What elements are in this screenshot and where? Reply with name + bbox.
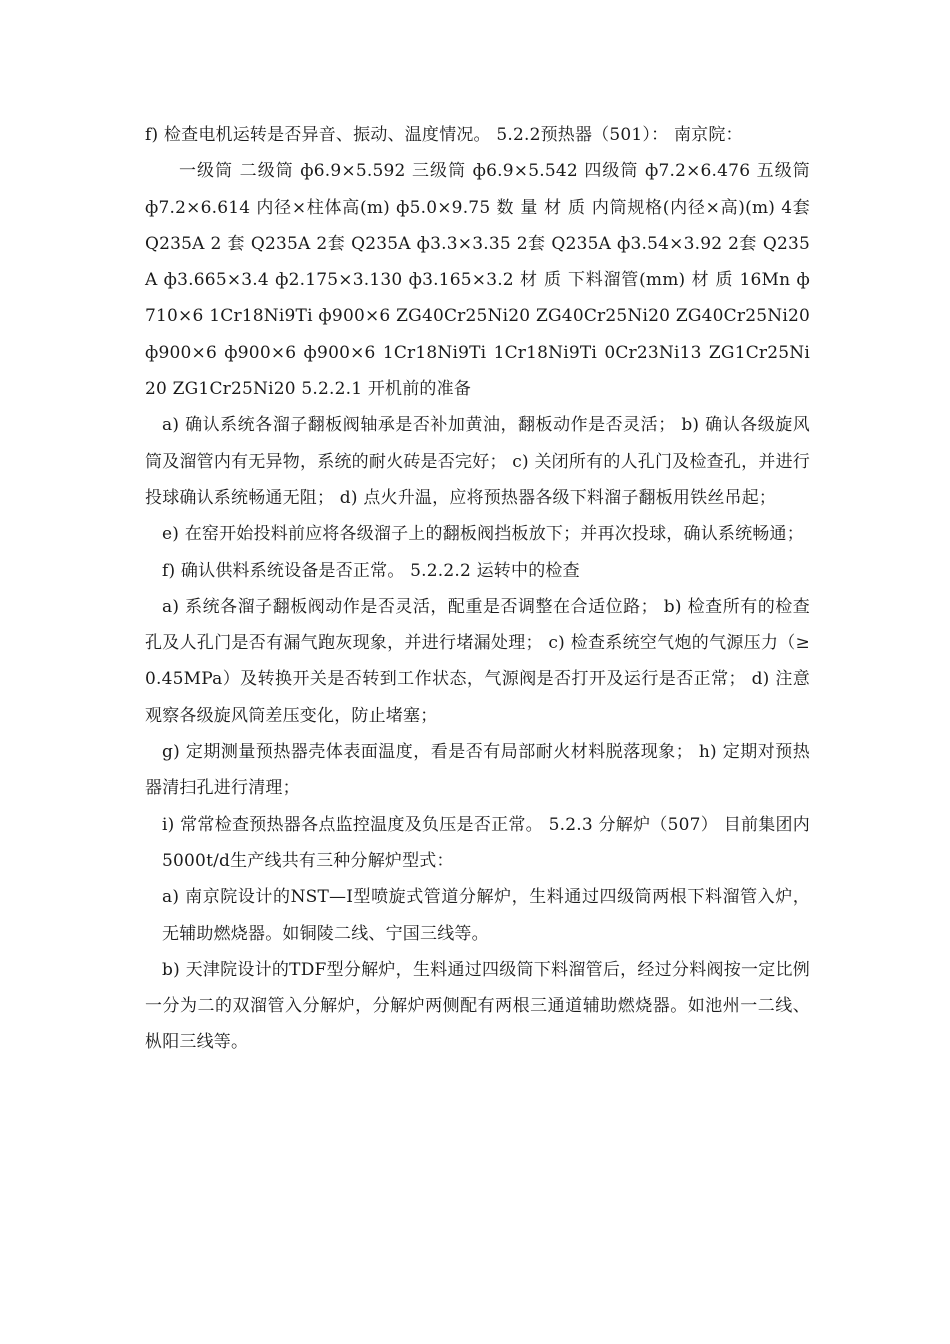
paragraph-calciner-intro: i) 常常检查预热器各点监控温度及负压是否正常。 5.2.3 分解炉（507） 目前集团内5000t/d生产线共有三种分解炉型式： (162, 814, 810, 871)
paragraph-tdf-calciner: b) 天津院设计的TDF型分解炉，生料通过四级筒下料溜管后，经过分料阀按一定比例一分为二的双溜管入分解炉，分解炉两侧配有两根三通道辅助燃烧器。如池州一二线、枞阳三线等。 (145, 959, 810, 1053)
paragraph-nst-calciner: a) 南京院设计的NST—I型喷旋式管道分解炉，生料通过四级筒两根下料溜管入炉，无辅助燃烧器。如铜陵二线、宁国三线等。 (162, 887, 810, 944)
document-body (145, 117, 810, 1061)
paragraph-kiln-feed: e) 在窑开始投料前应将各级溜子上的翻板阀挡板放下；并再次投球，确认系统畅通； (162, 524, 804, 545)
paragraph-running-checks: a) 系统各溜子翻板阀动作是否灵活，配重是否调整在合适位路； b) 检查所有的检查孔及人孔门是否有漏气跑灰现象，并进行堵漏处理； c) 检查系统空气炮的气源压力（≥0.45MPa）及转换开关是否转到工作状态，气源阀是否打开及运行是否正常； d) 注意观察各级旋风筒差压变化，防止堵塞； (145, 596, 810, 726)
paragraph-preheater-spec-table: 一级筒 二级筒 ф6.9×5.592 三级筒 ф6.9×5.542 四级筒 ф7.2×6.476 五级筒 ф7.2×6.614 内径×柱体高(m) ф5.0×9.75 数 量 材 质 内筒规格(内径×高)(m) 4套 Q235A 2 套 Q235A 2套 Q235A ф3.3×3.35 2套 Q235A ф3.54×3.92 2套 Q235A ф3.665×3.4 ф2.175×3.130 ф3.165×3.2 材 质 下料溜管(mm) 材 质 16Mn ф710×6 1Cr18Ni9Ti ф900×6 ZG40Cr25Ni20 ZG40Cr25Ni20 ZG40Cr25Ni20 ф900×6 ф900×6 ф900×6 1Cr18Ni9Ti 1Cr18Ni9Ti 0Cr23Ni13 ZG1Cr25Ni20 ZG1Cr25Ni20 5.2.2.1 开机前的准备 (145, 161, 810, 400)
paragraph-startup-preparation: a) 确认系统各溜子翻板阀轴承是否补加黄油，翻板动作是否灵活； b) 确认各级旋风筒及溜管内有无异物，系统的耐火砖是否完好； c) 关闭所有的人孔门及检查孔，并进行投球确认系统畅通无阻； d) 点火升温，应将预热器各级下料溜子翻板用铁丝吊起； (145, 415, 810, 508)
paragraph-feed-system: f) 确认供料系统设备是否正常。 5.2.2.2 运转中的检查 (162, 560, 580, 581)
paragraph-shell-temperature: g) 定期测量预热器壳体表面温度，看是否有局部耐火材料脱落现象； h) 定期对预热器清扫孔进行清理； (145, 742, 810, 799)
paragraph-motor-check: f) 检查电机运转是否异音、振动、温度情况。 5.2.2预热器（501）： 南京院： (145, 125, 743, 145)
